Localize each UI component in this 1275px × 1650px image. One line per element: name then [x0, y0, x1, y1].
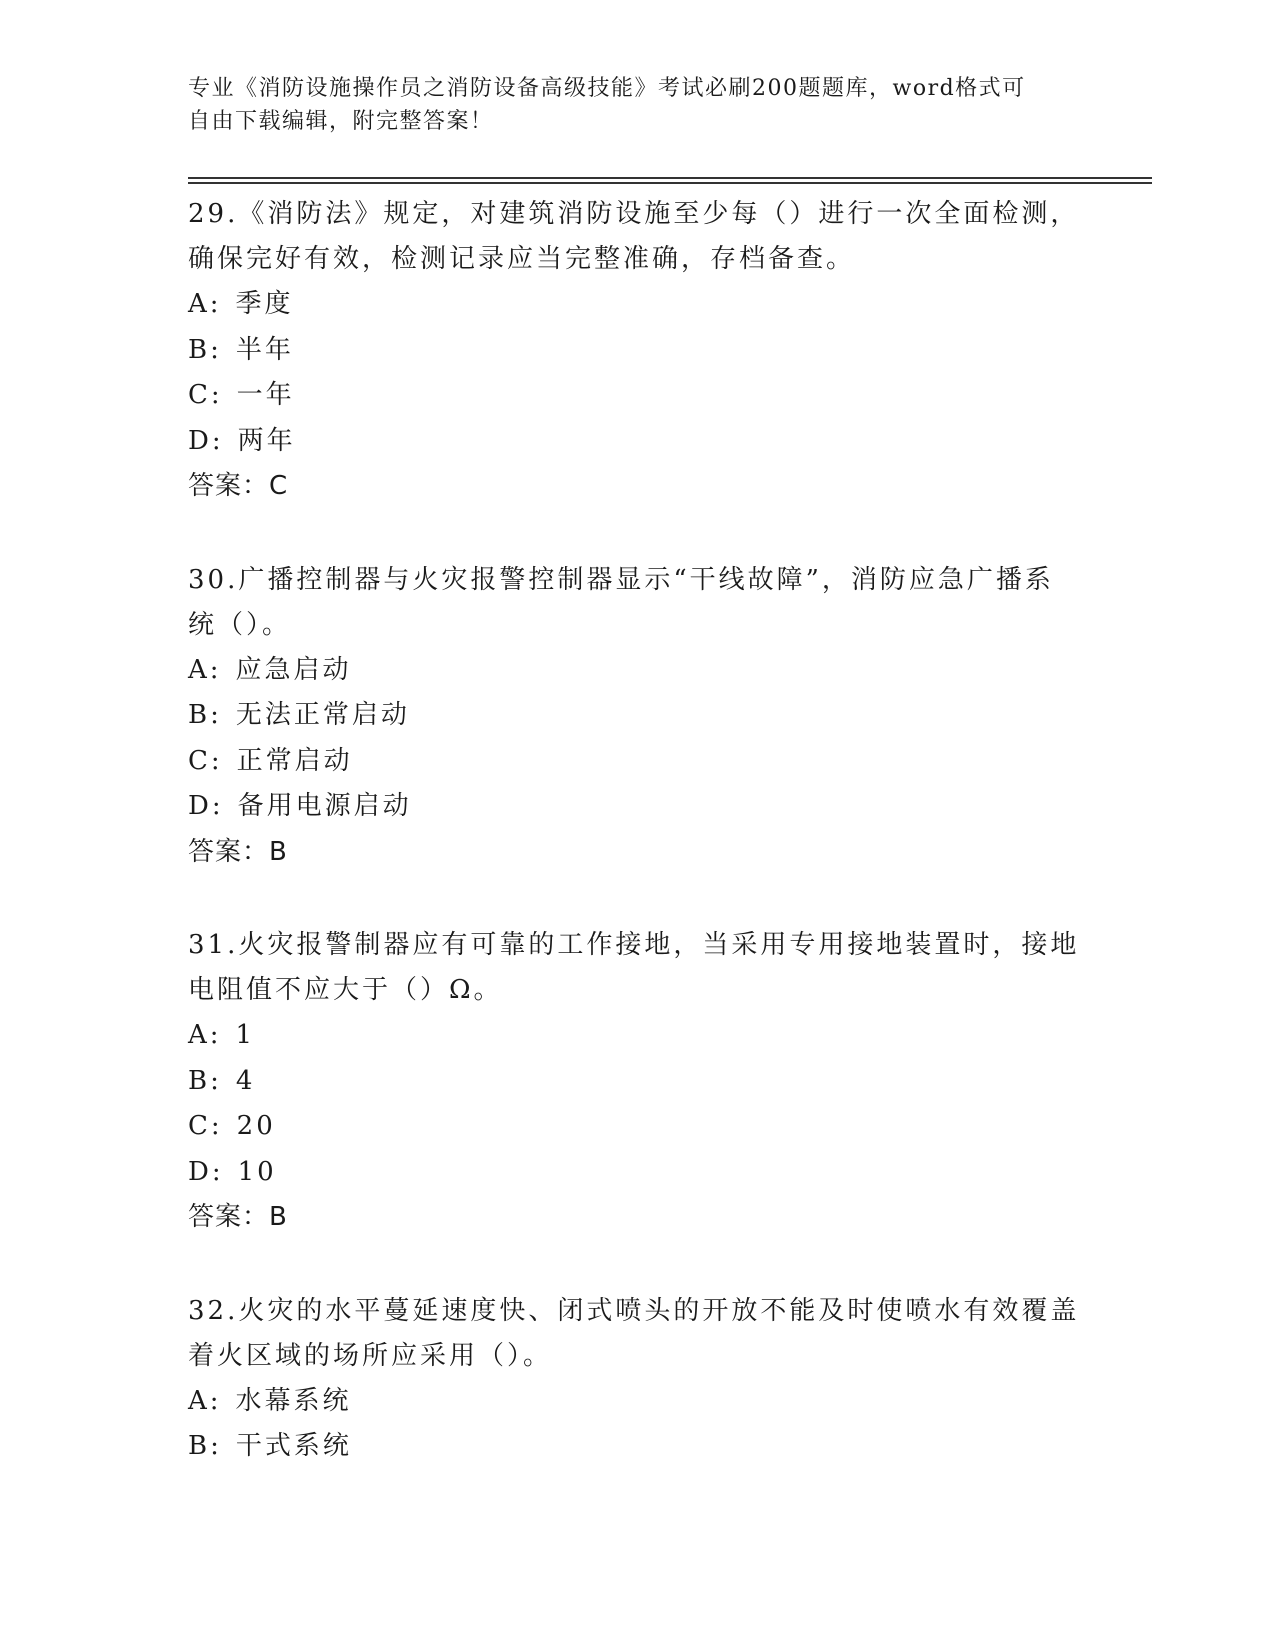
answer-line: 答案：B [188, 1202, 288, 1232]
question-stem-line: 29.《消防法》规定，对建筑消防设施至少每（）进行一次全面检测， [188, 199, 1080, 229]
question-stem-line: 统（）。 [188, 609, 292, 640]
option-d [188, 1150, 1088, 1196]
option-b [188, 328, 1088, 374]
option-key: A: [188, 289, 222, 319]
option-b [188, 1424, 1088, 1470]
header-divider-top [188, 177, 1152, 179]
header-divider-bottom [188, 182, 1152, 184]
option-text: 两年 [237, 425, 296, 456]
option-a [188, 282, 1088, 328]
header-line-1: 专业《消防设施操作员之消防设备高级技能》考试必刷200题题库，word格式可 [188, 76, 1026, 101]
option-key: A: [188, 1020, 222, 1050]
option-text: 备用电源启动 [237, 791, 412, 821]
option-c [188, 1104, 1088, 1150]
answer-line: 答案：C [188, 471, 289, 501]
question-32 [188, 1289, 1088, 1470]
option-a [188, 1013, 1088, 1059]
option-text: 1 [235, 1020, 256, 1050]
question-29 [188, 192, 1088, 510]
option-key: A: [188, 1385, 222, 1416]
header-line-2: 自由下载编辑，附完整答案！ [188, 109, 494, 134]
option-text: 半年 [235, 334, 294, 365]
option-text: 4 [235, 1065, 256, 1096]
option-key: C: [188, 745, 223, 776]
question-30 [188, 558, 1088, 876]
option-text: 一年 [236, 380, 295, 410]
option-text: 正常启动 [236, 745, 353, 776]
question-stem [188, 192, 1088, 282]
option-key: B: [188, 1431, 222, 1461]
option-text: 20 [236, 1111, 276, 1141]
option-c [188, 739, 1088, 785]
option-key: D: [188, 791, 224, 821]
option-key: C: [188, 380, 223, 410]
question-stem-line: 31.火灾报警制器应有可靠的工作接地，当采用专用接地装置时，接地 [188, 930, 1080, 960]
option-d [188, 419, 1088, 465]
option-key: A: [188, 654, 222, 685]
question-stem-line: 着火区域的场所应采用（）。 [188, 1340, 553, 1371]
option-key: D: [188, 1156, 224, 1187]
option-text: 10 [237, 1156, 277, 1187]
question-stem-line: 电阻值不应大于（）Ω。 [188, 975, 503, 1005]
option-key: C: [188, 1111, 223, 1141]
option-text: 水幕系统 [235, 1385, 352, 1416]
question-list [188, 192, 1088, 1518]
option-text: 干式系统 [235, 1431, 352, 1461]
option-key: B: [188, 1065, 222, 1096]
question-stem [188, 923, 1088, 1013]
document-header [188, 72, 1088, 138]
option-text: 应急启动 [235, 654, 352, 685]
question-stem [188, 558, 1088, 648]
option-text: 季度 [235, 289, 294, 319]
option-c [188, 373, 1088, 419]
option-key: B: [188, 700, 222, 730]
option-key: B: [188, 334, 222, 365]
question-stem-line: 确保完好有效，检测记录应当完整准确，存档备查。 [188, 244, 856, 274]
option-key: D: [188, 425, 224, 456]
answer-line: 答案：B [188, 836, 288, 867]
question-stem [188, 1289, 1088, 1379]
option-a [188, 1379, 1088, 1425]
option-a [188, 648, 1088, 694]
question-stem-line: 30.广播控制器与火灾报警控制器显示“干线故障”，消防应急广播系 [188, 564, 1054, 595]
option-b [188, 693, 1088, 739]
question-stem-line: 32.火灾的水平蔓延速度快、闭式喷头的开放不能及时使喷水有效覆盖 [188, 1295, 1080, 1326]
option-text: 无法正常启动 [235, 700, 410, 730]
option-d [188, 784, 1088, 830]
question-31 [188, 923, 1088, 1241]
option-b [188, 1059, 1088, 1105]
